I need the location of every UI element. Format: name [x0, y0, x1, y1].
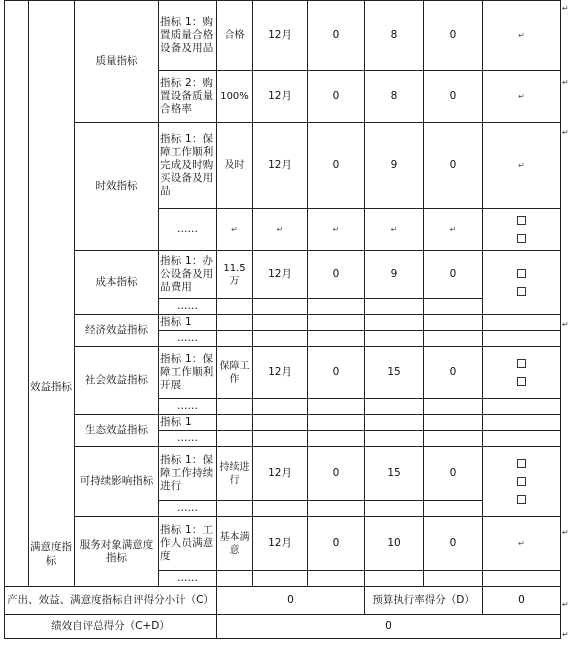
empty-cell — [253, 299, 308, 315]
paragraph-mark: ↵ — [562, 128, 569, 137]
actual-value-cell: 12月 — [253, 347, 308, 399]
empty-cell — [253, 399, 308, 415]
table-row — [5, 123, 561, 209]
weight-cell: 0 — [308, 71, 365, 123]
benefit-group-label: 效益指标 — [30, 381, 72, 393]
checkbox-icon[interactable] — [517, 377, 526, 386]
empty-cell — [424, 399, 483, 415]
table-row — [5, 587, 561, 615]
ellipsis-cell: …… — [159, 571, 217, 587]
empty-cell — [365, 399, 424, 415]
table-row — [5, 447, 561, 501]
table-row — [5, 251, 561, 299]
empty-cell — [217, 331, 253, 347]
empty-cell — [365, 415, 424, 431]
ellipsis-cell: …… — [159, 209, 217, 251]
empty-cell — [483, 315, 561, 331]
indicator-cell: 指标 1 — [159, 415, 217, 431]
empty-cell — [253, 571, 308, 587]
self-score-cell: 0 — [424, 347, 483, 399]
actual-value-cell: 12月 — [253, 1, 308, 71]
empty-cell — [424, 315, 483, 331]
actual-value-cell: 12月 — [253, 251, 308, 299]
empty-cell — [308, 501, 365, 517]
score-cell: 15 — [365, 447, 424, 501]
paragraph-mark: ↵ — [562, 630, 569, 639]
empty-cell — [483, 431, 561, 447]
empty-cell — [217, 501, 253, 517]
empty-cell: ↵ — [308, 209, 365, 251]
timeliness-label: 时效指标 — [75, 123, 159, 251]
left-labels-overlay — [28, 0, 74, 650]
empty-cell — [253, 501, 308, 517]
ellipsis-cell: …… — [159, 501, 217, 517]
checkbox-icon[interactable] — [517, 459, 526, 468]
empty-cell — [308, 399, 365, 415]
cost-label: 成本指标 — [75, 251, 159, 315]
eco-label: 生态效益指标 — [75, 415, 159, 447]
checkbox-cell — [483, 447, 561, 517]
ellipsis-cell: …… — [159, 331, 217, 347]
paragraph-mark: ↵ — [562, 600, 569, 609]
target-value-cell: 100% — [217, 71, 253, 123]
actual-value-cell: 12月 — [253, 517, 308, 571]
checkbox-cell — [483, 347, 561, 399]
checkbox-icon[interactable] — [517, 477, 526, 486]
empty-cell — [217, 431, 253, 447]
indicator-cell: 指标 1：保障工作顺利完成及时购买设备及用品 — [159, 123, 217, 209]
empty-cell — [365, 315, 424, 331]
checkbox-icon[interactable] — [517, 216, 526, 225]
empty-cell — [253, 431, 308, 447]
score-cell: 8 — [365, 71, 424, 123]
actual-value-cell: 12月 — [253, 123, 308, 209]
empty-cell — [424, 431, 483, 447]
table-row — [5, 517, 561, 571]
empty-cell — [308, 315, 365, 331]
weight-cell: 0 — [308, 517, 365, 571]
performance-evaluation-table — [4, 0, 561, 639]
weight-cell: 0 — [308, 1, 365, 71]
indicator-cell: 指标 2：购置设备质量合格率 — [159, 71, 217, 123]
actual-value-cell: 12月 — [253, 447, 308, 501]
checkbox-cell — [483, 209, 561, 251]
paragraph-mark: ↵ — [562, 320, 569, 329]
indicator-cell: 指标 1：保障工作持续进行 — [159, 447, 217, 501]
indicator-cell: 指标 1 — [159, 315, 217, 331]
ellipsis-cell: …… — [159, 399, 217, 415]
target-value-cell: 持续进行 — [217, 447, 253, 501]
satisfaction-sub-label: 服务对象满意度指标 — [75, 517, 159, 587]
economic-label: 经济效益指标 — [75, 315, 159, 347]
self-score-cell: 0 — [424, 71, 483, 123]
table-row — [5, 347, 561, 399]
paragraph-mark: ↵ — [562, 4, 569, 13]
total-label: 绩效自评总得分（C+D） — [5, 615, 217, 639]
empty-cell — [424, 331, 483, 347]
empty-cell — [483, 399, 561, 415]
empty-cell — [308, 331, 365, 347]
self-score-cell: 0 — [424, 251, 483, 299]
ellipsis-cell: …… — [159, 431, 217, 447]
empty-cell: ↵ — [365, 209, 424, 251]
quality-label: 质量指标 — [75, 1, 159, 123]
empty-cell — [217, 315, 253, 331]
self-score-cell: 0 — [424, 1, 483, 71]
empty-cell — [483, 331, 561, 347]
ellipsis-cell: …… — [159, 299, 217, 315]
indicator-cell: 指标 1：保障工作顺利开展 — [159, 347, 217, 399]
table-row — [5, 615, 561, 639]
empty-cell — [308, 431, 365, 447]
score-cell: 9 — [365, 123, 424, 209]
self-score-cell: 0 — [424, 517, 483, 571]
empty-cell — [424, 415, 483, 431]
empty-cell: ↵ — [424, 209, 483, 251]
score-cell: 9 — [365, 251, 424, 299]
weight-cell: 0 — [308, 447, 365, 501]
checkbox-icon[interactable] — [517, 359, 526, 368]
target-value-cell: 合格 — [217, 1, 253, 71]
satisfaction-group-label: 满意度指标 — [30, 541, 72, 567]
social-label: 社会效益指标 — [75, 347, 159, 415]
empty-cell — [253, 315, 308, 331]
remarks-cell: ↵ — [483, 517, 561, 571]
empty-cell — [217, 299, 253, 315]
empty-cell — [308, 415, 365, 431]
empty-cell — [483, 571, 561, 587]
checkbox-icon[interactable] — [517, 495, 526, 504]
empty-cell — [308, 299, 365, 315]
score-cell: 10 — [365, 517, 424, 571]
subtotal-value: 0 — [217, 587, 365, 615]
target-value-cell: 保障工作 — [217, 347, 253, 399]
budget-label: 预算执行率得分（D） — [365, 587, 483, 615]
target-value-cell: 及时 — [217, 123, 253, 209]
empty-cell — [483, 415, 561, 431]
remarks-cell: ↵ — [483, 1, 561, 71]
empty-cell — [365, 299, 424, 315]
table-row — [5, 415, 561, 431]
target-value-cell: 基本满意 — [217, 517, 253, 571]
table-row — [5, 315, 561, 331]
empty-cell: ↵ — [217, 209, 253, 251]
paragraph-mark: ↵ — [562, 528, 569, 537]
checkbox-cell — [483, 251, 561, 315]
weight-cell: 0 — [308, 123, 365, 209]
self-score-cell: 0 — [424, 447, 483, 501]
remarks-cell: ↵ — [483, 123, 561, 209]
total-value: 0 — [217, 615, 561, 639]
empty-cell — [424, 501, 483, 517]
empty-cell — [217, 399, 253, 415]
empty-cell — [308, 571, 365, 587]
indicator-cell: 指标 1：购置质量合格设备及用品 — [159, 1, 217, 71]
empty-cell: ↵ — [253, 209, 308, 251]
weight-cell: 0 — [308, 251, 365, 299]
table-row — [5, 1, 561, 71]
checkbox-icon[interactable] — [517, 234, 526, 243]
remarks-cell: ↵ — [483, 71, 561, 123]
score-cell: 8 — [365, 1, 424, 71]
empty-cell — [365, 571, 424, 587]
checkbox-icon[interactable] — [517, 269, 526, 278]
empty-cell — [365, 331, 424, 347]
empty-cell — [253, 415, 308, 431]
paragraph-mark: ↵ — [562, 78, 569, 87]
empty-cell — [217, 415, 253, 431]
empty-cell — [253, 331, 308, 347]
empty-cell — [217, 571, 253, 587]
checkbox-icon[interactable] — [517, 287, 526, 296]
actual-value-cell: 12月 — [253, 71, 308, 123]
weight-cell: 0 — [308, 347, 365, 399]
empty-cell — [365, 501, 424, 517]
subtotal-label: 产出、效益、满意度指标自评得分小计（C） — [5, 587, 217, 615]
indicator-cell: 指标 1：工作人员满意度 — [159, 517, 217, 571]
indicator-cell: 指标 1：办公设备及用品费用 — [159, 251, 217, 299]
empty-cell — [424, 571, 483, 587]
score-cell: 15 — [365, 347, 424, 399]
target-value-cell: 11.5 万 — [217, 251, 253, 299]
empty-cell — [424, 299, 483, 315]
budget-value: 0 — [483, 587, 561, 615]
sustain-label: 可持续影响指标 — [75, 447, 159, 517]
output-category-cell — [5, 1, 29, 587]
empty-cell — [365, 431, 424, 447]
self-score-cell: 0 — [424, 123, 483, 209]
